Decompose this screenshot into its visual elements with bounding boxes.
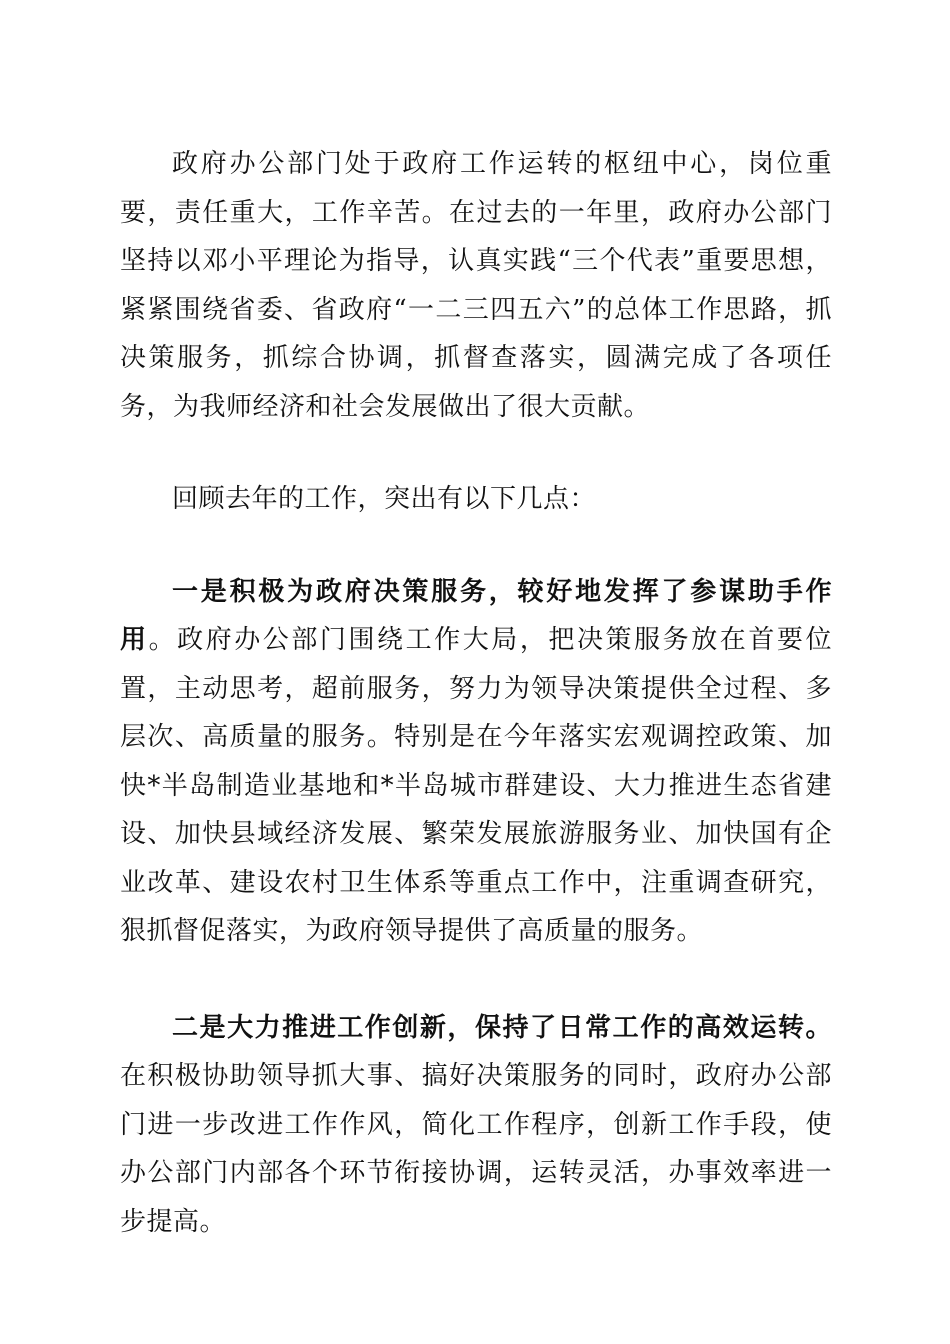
point-two-text: 在积极协助领导抓大事、搞好决策服务的同时，政府办公部门进一步改进工作作风，简化工作程序，创新工作手段，使办公部门内部各个环节衔接协调，运转灵活，办事效率进一步提高。 <box>120 1061 832 1237</box>
paragraph-review <box>120 475 832 524</box>
paragraph-point-one <box>120 568 832 956</box>
point-one-heading: 一是积极为政府决策服务，较好地发挥了参谋助手作用 <box>120 576 832 655</box>
paragraph-point-two <box>120 1004 832 1247</box>
paragraph-intro-text: 政府办公部门处于政府工作运转的枢纽中心，岗位重要，责任重大，工作辛苦。在过去的一年里，政府办公部门坚持以邓小平理论为指导，认真实践“三个代表”重要思想，紧紧围绕省委、省政府“一二三四五六”的总体工作思路，抓决策服务，抓综合协调，抓督查落实，圆满完成了各项任务，为我师经济和社会发展做出了很大贡献。 <box>120 149 832 422</box>
paragraph-review-text: 回顾去年的工作，突出有以下几点： <box>172 484 597 514</box>
point-one-text: 。政府办公部门围绕工作大局，把决策服务放在首要位置，主动思考，超前服务，努力为领导决策提供全过程、多层次、高质量的服务。特别是在今年落实宏观调控政策、加快*半岛制造业基地和*半岛城市群建设、大力推进生态省建设、加快县域经济发展、繁荣发展旅游服务业、加快国有企业改革、建设农村卫生体系等重点工作中，注重调查研究，狠抓督促落实，为政府领导提供了高质量的服务。 <box>120 625 832 946</box>
document-body <box>120 140 832 1294</box>
paragraph-intro <box>120 140 832 431</box>
point-two-heading: 二是大力推进工作创新，保持了日常工作的高效运转。 <box>172 1012 832 1043</box>
